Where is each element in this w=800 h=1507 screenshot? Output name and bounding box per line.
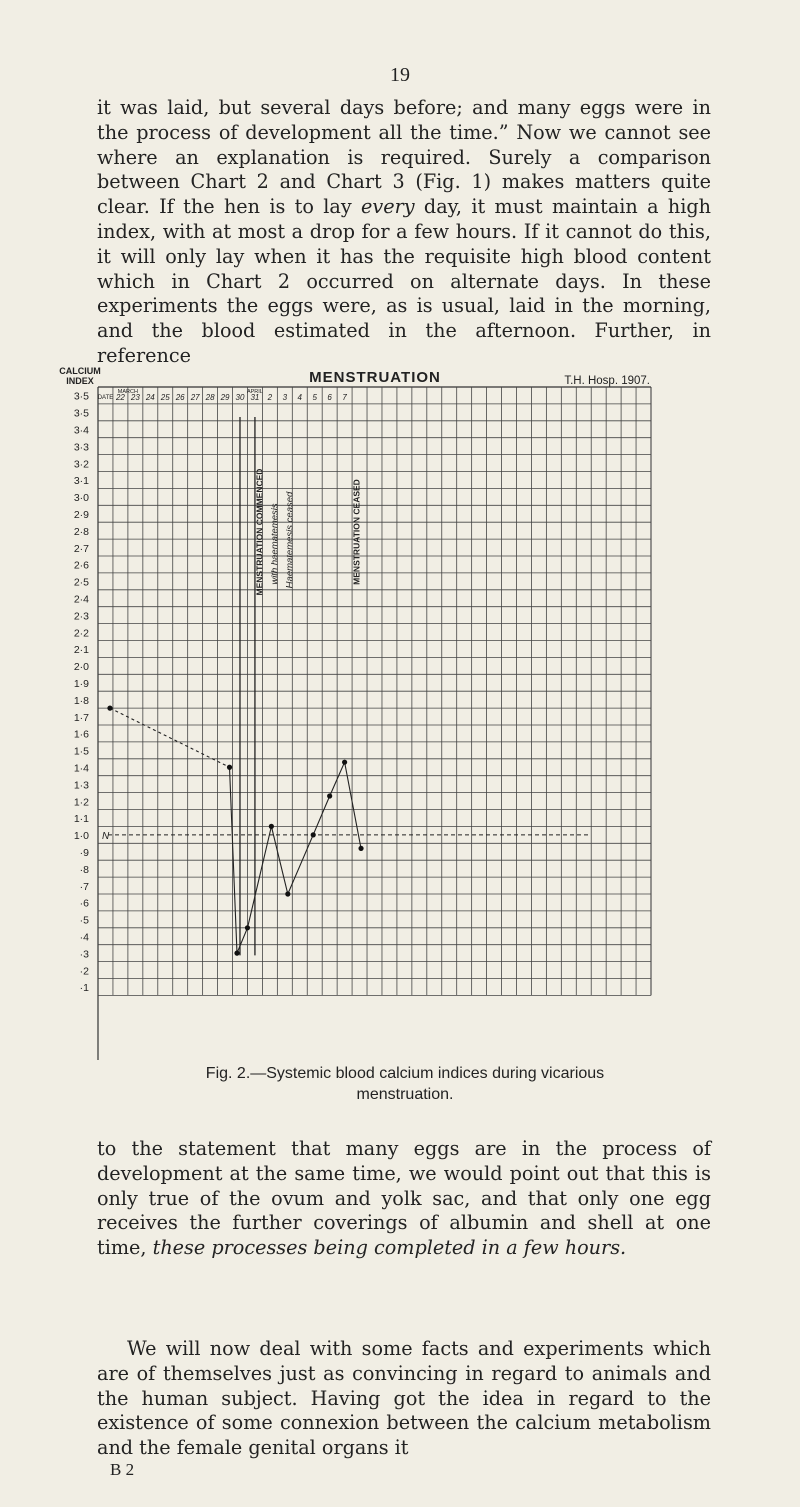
y-tick-label: 2·0 — [73, 661, 89, 674]
y-tick-label: 1·3 — [73, 779, 89, 792]
y-tick-label: 2·1 — [73, 644, 89, 657]
y-tick-label: ·7 — [79, 880, 89, 893]
chart-source-label: T.H. Hosp. 1907. — [564, 375, 650, 387]
y-tick-label: ·2 — [79, 965, 89, 978]
y-tick-label: 3·1 — [73, 475, 89, 488]
normal-line-label: N — [102, 830, 110, 842]
series-line — [230, 762, 362, 953]
paragraph-2 — [97, 1137, 711, 1261]
caption-line-1: Fig. 2.—Systemic blood calcium indices during vicarious — [205, 1065, 605, 1082]
y-tick-label: 2·7 — [73, 542, 89, 555]
paragraph-2-text: to the statement that many eggs are in the process of development at the same time, we would point out that this is only true of the ovum and yolk sac, and that only one egg receives the further coverings of albumin and shell at one time, — [97, 1137, 711, 1260]
y-tick-label: 1·9 — [73, 677, 89, 690]
paragraph-3: We will now deal with some facts and experiments which are of themselves just as convincing in regard to animals and the human subject. Having got the idea in regard to the existence of some connexion between the calcium metabolism and the female genital organs it — [97, 1337, 711, 1460]
date-row-label: DATE — [97, 395, 114, 401]
figure-caption — [200, 1063, 610, 1105]
y-tick-label: 3·5 — [73, 390, 89, 403]
annotation-haematemesis-ceased: Haematemesis ceased — [284, 491, 296, 589]
y-tick-label: 1·2 — [73, 796, 89, 809]
april-label: APRIL — [246, 389, 263, 395]
caption-line-2: menstruation. — [356, 1086, 454, 1103]
date-label: 23 — [130, 393, 140, 402]
data-point — [269, 824, 274, 829]
annotation-menstruation-ceased: MENSTRUATION CEASED — [351, 479, 362, 585]
data-point — [285, 891, 290, 896]
annotation-menstruation-commenced: MENSTRUATION COMMENCED — [254, 468, 265, 596]
y-tick-label: ·5 — [79, 914, 89, 927]
y-tick-label: ·4 — [79, 931, 89, 944]
y-tick-label: 2·9 — [73, 508, 89, 521]
data-point — [311, 832, 316, 837]
paragraph-1: it was laid, but several days before; and many eggs were in the process of development all the time.” Now we cannot see where an explanation is required. Surely a comparison between Chart 2 and Chart 3 (Fig. 1) makes matters quite clear. If the hen is to lay every day, it must maintain a high index, with at most a drop for a few hours. If it cannot do this, it will only lay when it has the requisite high blood content which in Chart 2 occurred on alternate days. In these experiments the eggs were, as is usual, laid in the morning, and the blood estimated in the afternoon. Further, in reference — [97, 96, 711, 367]
date-label: 22 — [115, 393, 125, 402]
y-tick-label: 3·5 — [73, 407, 89, 420]
date-label: 7 — [342, 393, 347, 402]
data-point — [107, 706, 112, 711]
emphasis-every: every — [361, 195, 415, 219]
y-tick-label: 3·2 — [73, 458, 89, 471]
annotation-with-haematemesis: with haematemesis — [269, 503, 281, 585]
data-point — [342, 760, 347, 765]
y-tick-label: 1·5 — [73, 745, 89, 758]
y-tick-label: 1·6 — [73, 728, 89, 741]
y-tick-label: ·6 — [79, 897, 89, 910]
y-tick-label: 1·8 — [73, 694, 89, 707]
date-label: 25 — [160, 393, 170, 402]
date-label: 2 — [267, 393, 273, 402]
y-tick-label: 1·1 — [73, 813, 89, 826]
date-label: 29 — [220, 393, 230, 402]
data-point — [234, 951, 239, 956]
y-tick-label: 2·2 — [73, 627, 89, 640]
data-point — [245, 925, 250, 930]
y-tick-label: 1·4 — [73, 762, 89, 775]
y-tick-label: 2·6 — [73, 559, 89, 572]
data-point — [227, 765, 232, 770]
signature-mark: B 2 — [110, 1460, 135, 1479]
date-label: 5 — [312, 393, 317, 402]
y-tick-label: 2·3 — [73, 610, 89, 623]
page-number: 19 — [390, 64, 410, 86]
date-label: 30 — [235, 393, 245, 402]
data-point — [358, 846, 363, 851]
date-label: 3 — [282, 393, 288, 402]
y-tick-label: ·8 — [79, 863, 89, 876]
y-tick-label: ·3 — [79, 948, 89, 961]
y-tick-label: ·9 — [79, 846, 89, 859]
y-tick-label: 1·7 — [73, 711, 89, 724]
march-label: MARCH — [117, 389, 138, 395]
y-tick-label: 3·3 — [73, 441, 89, 454]
y-tick-label: 2·8 — [73, 525, 89, 538]
y-tick-label: 2·4 — [73, 593, 89, 606]
date-label: 31 — [250, 393, 260, 402]
data-point — [327, 793, 332, 798]
y-axis-label-line-1: CALCIUM — [59, 366, 101, 376]
y-tick-label: 2·5 — [73, 576, 89, 589]
y-tick-label: 1·0 — [73, 830, 89, 843]
y-axis-label-line-2: INDEX — [66, 376, 94, 386]
date-label: 24 — [145, 393, 155, 402]
y-tick-label: 3·4 — [73, 424, 89, 437]
y-tick-label: ·1 — [79, 982, 89, 995]
y-tick-label: 3·0 — [73, 492, 89, 505]
date-label: 28 — [205, 393, 215, 402]
date-label: 4 — [297, 393, 302, 402]
paragraph-2-italic: these processes being completed in a few hours. — [152, 1236, 627, 1260]
date-label: 6 — [327, 393, 332, 402]
date-label: 26 — [175, 393, 185, 402]
chart-title: MENSTRUATION — [309, 369, 441, 386]
date-label: 27 — [190, 393, 200, 402]
